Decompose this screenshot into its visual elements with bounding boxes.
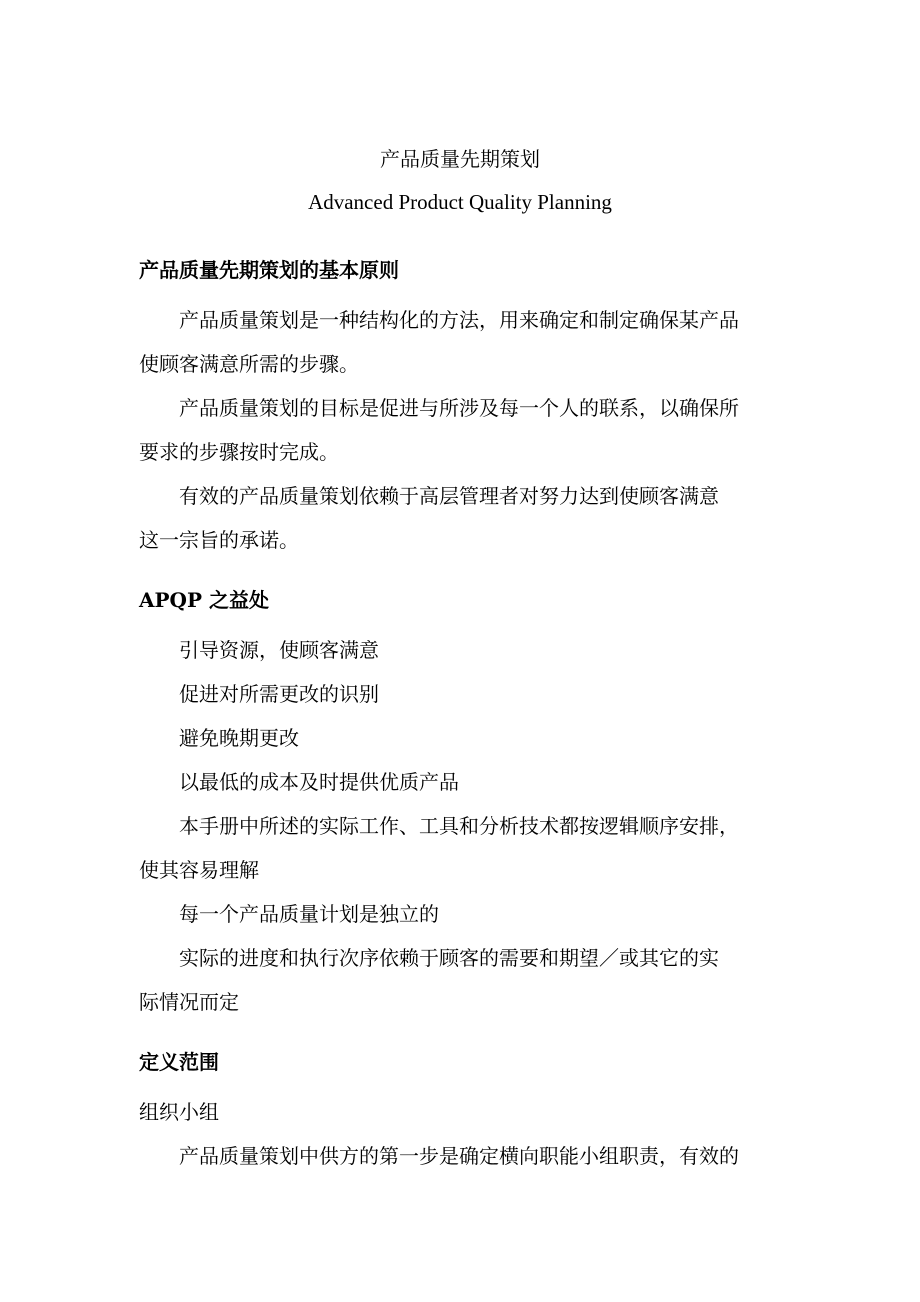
section-heading-define-scope: 定义范围 <box>139 1050 219 1074</box>
subheading-organize-team <box>139 1090 789 1134</box>
paragraph-line: 要求的步骤按时完成。 <box>139 440 339 464</box>
subheading-line: 组织小组 <box>139 1100 219 1124</box>
paragraph-line: 本手册中所述的实际工作、工具和分析技术都按逻辑顺序安排， <box>179 814 739 838</box>
paragraph-line: 产品质量策划中供方的第一步是确定横向职能小组职责，有效的 <box>179 1144 739 1168</box>
paragraph-line: 每一个产品质量计划是独立的 <box>179 902 439 926</box>
document-title-chinese: 产品质量先期策划 <box>380 147 540 171</box>
paragraph-line: 这一宗旨的承诺。 <box>139 528 299 552</box>
paragraph-definition <box>139 298 789 386</box>
paragraph-team-responsibility <box>139 1134 789 1178</box>
benefit-list <box>139 628 789 804</box>
paragraph-line: 实际的进度和执行次序依赖于顾客的需要和期望／或其它的实 <box>179 946 719 970</box>
paragraph-manual-order <box>139 804 789 892</box>
list-item: 以最低的成本及时提供优质产品 <box>179 770 459 794</box>
section-heading-basic-principles: 产品质量先期策划的基本原则 <box>139 258 399 282</box>
paragraph-line: 使顾客满意所需的步骤。 <box>139 352 359 376</box>
paragraph-line: 际情况而定 <box>139 990 239 1014</box>
paragraph-objective <box>139 386 789 474</box>
list-item: 引导资源，使顾客满意 <box>179 638 379 662</box>
list-item: 促进对所需更改的识别 <box>179 682 379 706</box>
section-heading-apqp-benefits: APQP 之益处 <box>139 588 269 612</box>
paragraph-line: 产品质量策划是一种结构化的方法，用来确定和制定确保某产品 <box>179 308 739 332</box>
paragraph-management-commitment <box>139 474 789 562</box>
paragraph-line: 使其容易理解 <box>139 858 259 882</box>
document-body <box>139 254 789 1178</box>
paragraph-line: 有效的产品质量策划依赖于高层管理者对努力达到使顾客满意 <box>179 484 719 508</box>
paragraph-line: 产品质量策划的目标是促进与所涉及每一个人的联系，以确保所 <box>179 396 739 420</box>
document-title-english: Advanced Product Quality Planning <box>308 190 612 214</box>
paragraph-independent-plan <box>139 892 789 936</box>
list-item: 避免晚期更改 <box>179 726 299 750</box>
paragraph-schedule <box>139 936 789 1024</box>
